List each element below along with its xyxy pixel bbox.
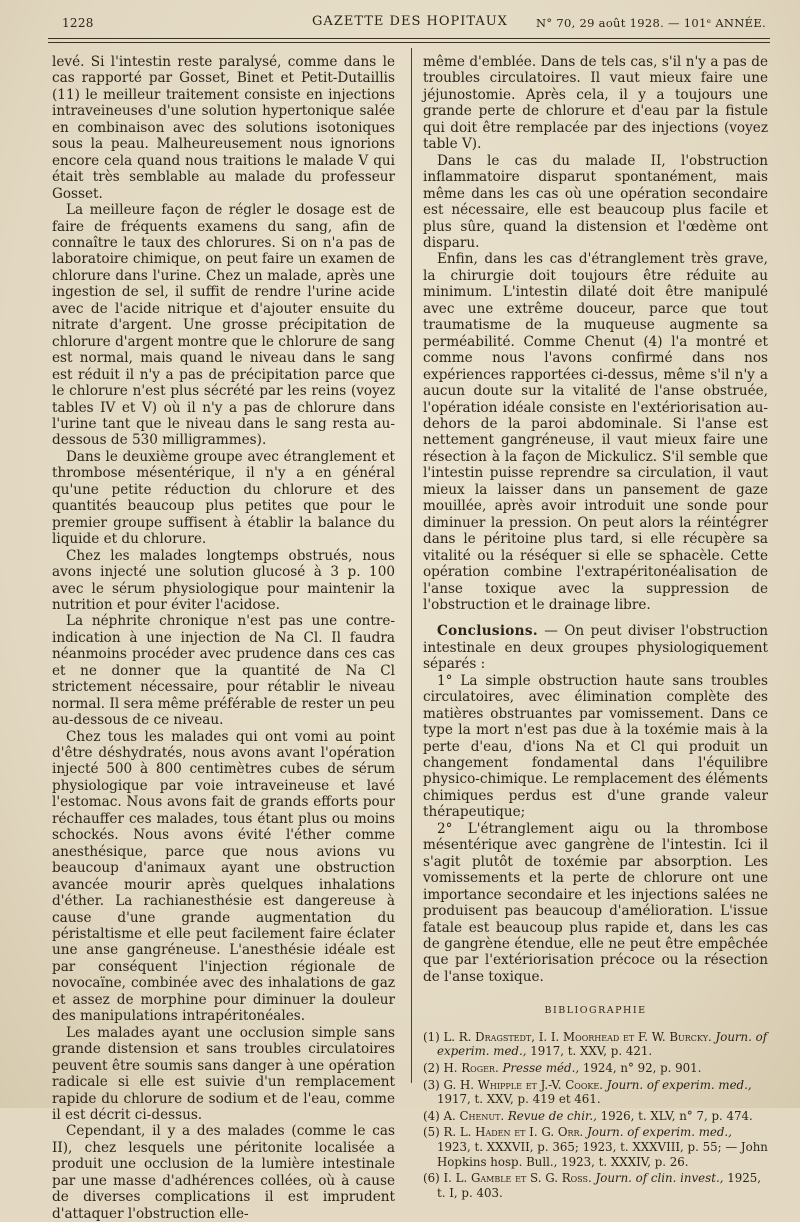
left-column [52, 54, 395, 1222]
column-divider [411, 48, 412, 1083]
conclusion-item: 2° L'étranglement aigu ou la thrombose mésentérique avec gangrène de l'intestin. Ici il s'agit plutôt de toxémie par absorption. Les vomissements et la perte de chlorure ont une importance secondaire et les injections salées ne produisent pas beaucoup d'amélioration. L'issue fatale est beaucoup plus rapide et, dans les cas de gangrène étendue, elle ne peut être empêchée que par l'extériorisation précoce ou la résection de l'anse toxique. [423, 820, 768, 985]
right-column [423, 54, 768, 1202]
paragraph: levé. Si l'intestin reste paralysé, comme dans le cas rapporté par Gosset, Binet et Petit-Dutaillis (11) le meilleur traitement consiste en injections intraveineuses d'une solution hypertonique salée en combinaison avec des solutions isotoniques sous la peau. Malheureusement nous ignorions encore cela quand nous traitions le malade V qui était très semblable au malade du professeur Gosset. [52, 54, 395, 202]
paragraph: Dans le cas du malade II, l'obstruction inflammatoire disparut spontanément, mais même dans les cas où une opération secondaire est nécessaire, elle est beaucoup plus facile et plus sûre, quand la distension et l'œdème ont disparu. [423, 152, 768, 251]
page-number: 1228 [62, 16, 94, 30]
paragraph: Chez les malades longtemps obstrués, nous avons injecté une solution glucosé à 3 p. 100 avec le sérum physiologique pour maintenir la nutrition et pour éviter l'acidose. [52, 547, 395, 613]
publication-title: GAZETTE DES HOPITAUX [312, 14, 508, 29]
header-rule [48, 38, 770, 39]
bibliography-entry: (5) R. L. Haden et I. G. Orr. Journ. of experim. med., 1923, t. XXXVII, p. 365; 1923, t. XXXVIII, p. 55; — John Hopkins hosp. Bull., 1923, t. XXXIV, p. 26. [423, 1125, 768, 1169]
page-header [50, 12, 770, 34]
conclusions-title: Conclusions. [437, 623, 538, 640]
paragraph: Enfin, dans les cas d'étranglement très grave, la chirurgie doit toujours être réduite au minimum. L'intestin dilaté doit être manipulé avec une extrême douceur, parce que tout traumatisme de la muqueuse augmente sa perméabilité. Comme Chenut (4) l'a montré et comme nous l'avons confirmé dans nos expériences rapportées ci-dessus, même s'il n'y a aucun doute sur la vitalité de l'anse obstruée, l'opération idéale consiste en l'extériorisation au-dehors de la paroi abdominale. Si l'anse est nettement gangréneuse, il vaut mieux faire une résection à la façon de Mickulicz. S'il semble que l'intestin puisse reprendre sa circulation, il vaut mieux la laisser dans un pansement de gaze mouillée, après avoir introduit une sonde pour diminuer la pression. On peut alors la réintégrer dans le péritoine plus tard, si elle récupère sa vitalité ou la réséquer si elle se sphacèle. Cette opération combine l'extrapéritonéalisation de l'anse toxique avec la suppression de l'obstruction et le drainage libre. [423, 251, 768, 613]
bibliography-entry: (3) G. H. Whipple et J.-V. Cooke. Journ. of experim. med., 1917, t. XXV, p. 419 et 461. [423, 1077, 752, 1107]
paragraph: Cependant, il y a des malades (comme le cas II), chez lesquels une péritonite localisée a produit une occlusion de la lumière intestinale par une masse d'adhérences collées, où à cause de diverses complications il est imprudent d'attaquer l'obstruction elle- [52, 1123, 395, 1222]
paragraph: La meilleure façon de régler le dosage est de faire de fréquents examens du sang, afin de connaître le taux des chlorures. Si on n'a pas de laboratoire chimique, on peut faire un examen de chlorure dans l'urine. Chez un malade, après une ingestion de sel, il suffit de rendre l'urine acide avec de l'acide nitrique et d'ajouter ensuite du nitrate d'argent. Une grosse précipitation de chlorure d'argent montre que le chlorure de sang est normal, mais quand le niveau dans le sang est réduit il n'y a pas de précipitation parce que le chlorure n'est plus sécrété par les reins (voyez tables IV et V) où il n'y a pas de chlorure dans l'urine tant que le niveau dans le sang resta au-dessous de 530 milligrammes). [52, 202, 395, 449]
bibliography-entry: (4) A. Chenut. Revue de chir., 1926, t. XLV, n° 7, p. 474. [423, 1108, 753, 1123]
paragraph: Chez tous les malades qui ont vomi au point d'être déshydratés, nous avons avant l'opération injecté 500 à 800 centimètres cubes de sérum physiologique par voie intraveineuse et lavé l'estomac. Nous avons fait de grands efforts pour réchauffer ces malades, tous étant plus ou moins schockés. Nous avons évité l'éther comme anesthésique, parce que nous avions vu beaucoup d'animaux ayant une obstruction avancée mourir après quelques inhalations d'éther. La rachianesthésie est dangereuse à cause d'une grande augmentation du péristaltisme et elle peut facilement faire éclater une anse gangréneuse. L'anesthésie idéale est par conséquent l'injection régionale de novocaïne, combinée avec des inhalations de gaz et assez de morphine pour diminuer la douleur des manipulations intrapéritonéales. [52, 728, 395, 1025]
bibliography-entry: (6) I. L. Gamble et S. G. Ross. Journ. of clin. invest., 1925, t. I, p. 403. [423, 1171, 761, 1200]
paragraph: même d'emblée. Dans de tels cas, s'il n'y a pas de troubles circulatoires. Il vaut mieux faire une jéjunostomie. Après cela, il y a toujours une grande perte de chlorure et d'eau par la fistule qui doit être remplacée par des injections (voyez table V). [423, 54, 768, 153]
conclusions-intro: — On peut diviser l'obstruction intestinale en deux groupes physiologiquement séparés : [423, 623, 768, 673]
paragraph: Dans le deuxième groupe avec étranglement et thrombose mésentérique, il n'y a en général qu'une petite réduction du chlorure et des quantités beaucoup plus petites que pour le premier groupe suffisent à établir la balance du liquide et du chlorure. [52, 448, 395, 548]
bibliography-entry: (1) L. R. Dragstedt, I. I. Moorhead et F. W. Burcky. Journ. of experim. med., 1917, t. XXV, p. 421. [423, 1029, 768, 1059]
paragraph: La néphrite chronique n'est pas une contre-indication à une injection de Na Cl. Il faudra néanmoins procéder avec prudence dans ces cas et ne donner que la quantité de Na Cl strictement nécessaire, pour rétablir le niveau normal. Il sera même préférable de rester un peu au-dessous de ce niveau. [52, 613, 395, 729]
bibliography-title: BIBLIOGRAPHIE [544, 1005, 647, 1017]
conclusion-item: 1° La simple obstruction haute sans troubles circulatoires, avec élimination complète des matières obstruantes par vomissement. Dans ce type la mort n'est pas due à la toxémie mais à la perte d'eau, d'ions Na et Cl qui produit un changement fondamental dans l'équilibre physico-chimique. Le remplacement des éléments chimiques perdus est d'une grande valeur thérapeutique; [423, 672, 768, 821]
conclusions-paragraph [423, 623, 768, 672]
issue-info: N° 70, 29 août 1928. — 101ᵉ ANNÉE. [535, 16, 766, 30]
bibliography-entry: (2) H. Roger. Presse méd., 1924, n° 92, p. 901. [423, 1061, 702, 1076]
paragraph: Les malades ayant une occlusion simple sans grande distension et sans troubles circulatoires peuvent être soumis sans danger à une opération radicale si elle est suivie d'un remplacement rapide du chlorure de sodium et de l'eau, comme il est décrit ci-dessus. [52, 1024, 395, 1123]
header-rule [48, 42, 770, 43]
